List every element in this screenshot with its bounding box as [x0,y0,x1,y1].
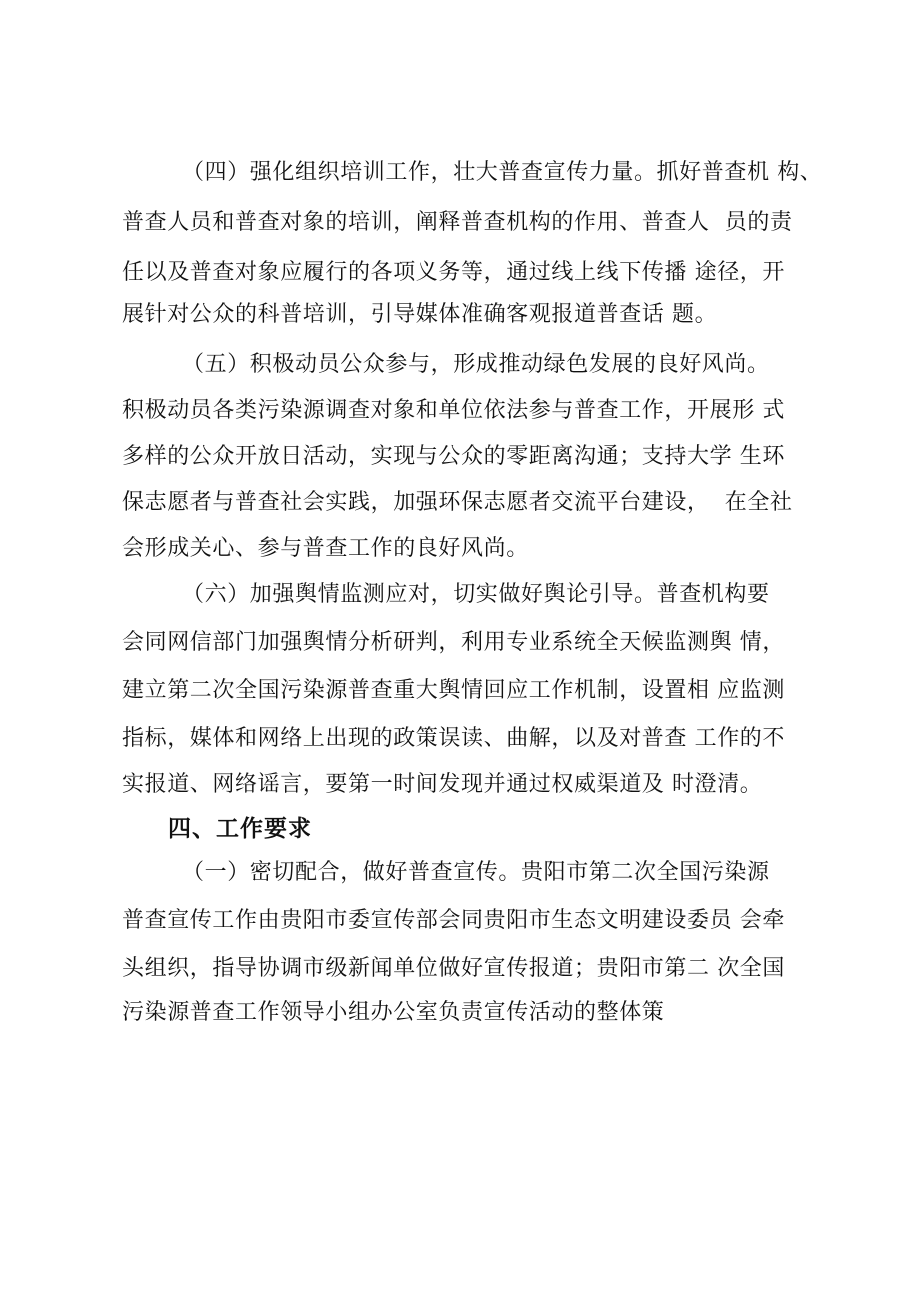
paragraph-6-line-5: 实报道、网络谣言，要第一时间发现并通过权威渠道及 时澄清。 [122,772,763,797]
paragraph-5-line-5: 会形成关心、参与普查工作的良好风尚。 [122,536,529,561]
paragraph-4-line-2: 普查人员和普查对象的培训，阐释普查机构的作用、普查人 员的责 [122,210,793,235]
req-paragraph-1-line-1: （一）密切配合，做好普查宣传。贵阳市第二次全国污染源 [182,860,770,885]
paragraph-4-line-4: 展针对公众的科普培训，引导媒体准确客观报道普查话 题。 [122,302,718,327]
req-paragraph-1-line-3: 头组织，指导协调市级新闻单位做好宣传报道；贵阳市第二 次全国 [122,956,785,981]
req-paragraph-1-line-4: 污染源普查工作领导小组办公室负责宣传活动的整体策 [122,1000,665,1025]
paragraph-5-line-4: 保志愿者与普查社会实践，加强环保志愿者交流平台建设， 在全社 [122,490,793,515]
paragraph-6-line-3: 建立第二次全国污染源普查重大舆情回应工作机制，设置相 应监测 [122,678,785,703]
paragraph-5-line-1: （五）积极动员公众参与，形成推动绿色发展的良好风尚。 [182,352,770,377]
paragraph-4-line-3: 任以及普查对象应履行的各项义务等，通过线上线下传播 途径，开 [122,260,785,285]
req-paragraph-1-line-2: 普查宣传工作由贵阳市委宣传部会同贵阳市生态文明建设委员 会牵 [122,908,785,933]
paragraph-5-line-3: 多样的公众开放日活动，实现与公众的零距离沟通；支持大学 生环 [122,444,785,469]
paragraph-6-line-4: 指标，媒体和网络上出现的政策误读、曲解，以及对普查 工作的不 [122,726,785,751]
paragraph-4-line-1: （四）强化组织培训工作，壮大普查宣传力量。抓好普查机 构、 [182,160,823,185]
paragraph-6-line-1: （六）加强舆情监测应对，切实做好舆论引导。普查机构要 [182,582,770,607]
paragraph-5-line-2: 积极动员各类污染源调查对象和单位依法参与普查工作，开展形 式 [122,398,785,423]
section-heading: 四、工作要求 [168,816,312,842]
paragraph-6-line-2: 会同网信部门加强舆情分析研判，利用专业系统全天候监测舆 情， [122,630,785,655]
